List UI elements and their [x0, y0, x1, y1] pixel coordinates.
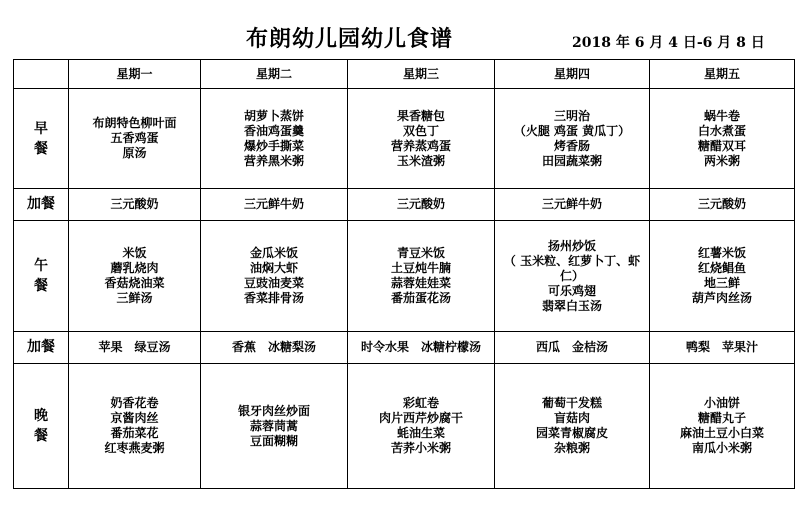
menu-cell — [201, 364, 348, 489]
dish-item: 胡萝卜蒸饼 — [243, 108, 304, 123]
day-header: 星期五 — [650, 60, 795, 89]
dish-item: 双色丁 — [402, 123, 439, 138]
menu-cell — [495, 89, 650, 189]
menu-cell — [495, 364, 650, 489]
day-header: 星期三 — [348, 60, 495, 89]
dish-item: 盲菇肉 — [553, 411, 590, 425]
dish-item: 葫芦肉丝汤 — [691, 291, 752, 305]
snack1-row — [14, 189, 795, 221]
menu-cell — [348, 221, 495, 332]
snack-cell: 三元酸奶 — [650, 189, 795, 221]
dish-item: 苦荞小米粥 — [390, 441, 451, 455]
menu-cell — [69, 364, 201, 489]
dish-item: 营养蒸鸡蛋 — [390, 138, 451, 153]
dish-item: 杂粮粥 — [553, 441, 590, 455]
dish-item: 油焖大虾 — [249, 261, 298, 275]
dish-item: 三明治 — [553, 108, 590, 123]
dish-item: 青豆米饭 — [396, 246, 445, 260]
dish-item: 肉片西芹炒腐干 — [378, 411, 463, 425]
dish-item: 葡萄干发糕 — [541, 396, 602, 410]
dish-item: 米饭 — [122, 246, 147, 260]
menu-cell — [348, 89, 495, 189]
dinner-row — [14, 364, 795, 489]
dish-item: 布朗特色柳叶面 — [92, 116, 177, 130]
dish-item: 五香鸡蛋 — [110, 131, 159, 145]
dish-item: （火腿 鸡蛋 黄瓜丁） — [513, 123, 631, 138]
dish-item: 金瓜米饭 — [249, 246, 298, 260]
menu-cell — [650, 364, 795, 489]
snack-cell: 香蕉 冰糖梨汤 — [201, 332, 348, 364]
snack2-row — [14, 332, 795, 364]
dish-item: 蒜蓉茼蒿 — [249, 418, 298, 433]
menu-cell — [495, 221, 650, 332]
dish-item: 土豆炖牛腩 — [390, 261, 451, 275]
snack-cell: 时令水果 冰糖柠檬汤 — [348, 332, 495, 364]
snack-cell: 三元酸奶 — [69, 189, 201, 221]
snack-cell: 三元酸奶 — [348, 189, 495, 221]
day-header: 星期四 — [495, 60, 650, 89]
menu-cell — [201, 89, 348, 189]
dish-item: 可乐鸡翅 — [547, 283, 596, 298]
menu-cell — [650, 221, 795, 332]
lunch-row — [14, 221, 795, 332]
menu-cell — [69, 221, 201, 332]
dish-item: 白水煮蛋 — [697, 123, 746, 138]
dish-item: 田园蔬菜粥 — [541, 153, 602, 168]
menu-cell — [69, 89, 201, 189]
snack-cell: 苹果 绿豆汤 — [69, 332, 201, 364]
dish-item: 南瓜小米粥 — [691, 441, 752, 455]
dish-item: 小油饼 — [703, 396, 740, 410]
dish-item: 香油鸡蛋羹 — [243, 123, 304, 138]
dish-item: 三鲜汤 — [116, 291, 153, 305]
snack-cell: 西瓜 金桔汤 — [495, 332, 650, 364]
dish-item: 烤香肠 — [553, 138, 590, 153]
dish-item: （ 玉米粒、红萝卜丁、虾仁） — [503, 253, 641, 283]
page-title: 布朗幼儿园幼儿食谱 — [246, 26, 454, 52]
menu-cell — [348, 364, 495, 489]
dish-item: 番茄蛋花汤 — [390, 291, 451, 305]
dish-item: 爆炒手撕菜 — [243, 138, 304, 153]
dish-item: 糖醋双耳 — [697, 138, 746, 153]
menu-table — [13, 59, 795, 489]
meal-label-lunch: 午 餐 — [14, 221, 69, 332]
snack-cell: 三元鲜牛奶 — [201, 189, 348, 221]
dish-item: 玉米渣粥 — [396, 153, 445, 168]
header-row — [14, 60, 795, 89]
dish-item: 蒜蓉娃娃菜 — [390, 276, 451, 290]
dish-item: 红烧鲳鱼 — [697, 261, 746, 275]
dish-item: 营养黑米粥 — [243, 153, 304, 168]
dish-item: 麻油土豆小白菜 — [679, 426, 764, 440]
dish-item: 奶香花卷 — [110, 396, 159, 410]
snack-cell: 三元鲜牛奶 — [495, 189, 650, 221]
dish-item: 香菇烧油菜 — [104, 276, 165, 290]
meal-label-snack2: 加餐 — [14, 332, 69, 364]
snack-cell: 鸭梨 苹果汁 — [650, 332, 795, 364]
menu-cell — [201, 221, 348, 332]
menu-cell — [650, 89, 795, 189]
day-header: 星期一 — [69, 60, 201, 89]
dish-item: 蚝油生菜 — [396, 426, 445, 440]
dish-item: 果香糖包 — [396, 108, 445, 123]
dish-item: 红枣燕麦粥 — [104, 441, 165, 455]
dish-item: 豆豉油麦菜 — [243, 276, 304, 290]
meal-label-dinner: 晚 餐 — [14, 364, 69, 489]
meal-label-snack1: 加餐 — [14, 189, 69, 221]
dish-item: 豆面糊糊 — [249, 433, 298, 448]
dish-item: 红薯米饭 — [697, 246, 746, 260]
dish-item: 银牙肉丝炒面 — [237, 403, 310, 418]
dish-item: 京酱肉丝 — [110, 411, 159, 425]
dish-item: 两米粥 — [703, 153, 740, 168]
dish-item: 翡翠白玉汤 — [541, 298, 602, 313]
dish-item: 园菜青椒腐皮 — [535, 426, 608, 440]
breakfast-row — [14, 89, 795, 189]
dish-item: 原汤 — [122, 146, 147, 160]
corner-cell — [14, 60, 69, 89]
dish-item: 彩虹卷 — [402, 396, 439, 410]
date-range: 2018 年 6 月 4 日-6 月 8 日 — [572, 35, 765, 51]
dish-item: 蜗牛卷 — [703, 108, 740, 123]
dish-item: 扬州炒饭 — [547, 238, 596, 253]
dish-item: 地三鲜 — [703, 276, 740, 290]
dish-item: 香菜排骨汤 — [243, 291, 304, 305]
dish-item: 糖醋丸子 — [697, 411, 746, 425]
dish-item: 蘑乳烧肉 — [110, 261, 159, 275]
dish-item: 番茄菜花 — [110, 426, 159, 440]
day-header: 星期二 — [201, 60, 348, 89]
meal-label-breakfast: 早 餐 — [14, 89, 69, 189]
